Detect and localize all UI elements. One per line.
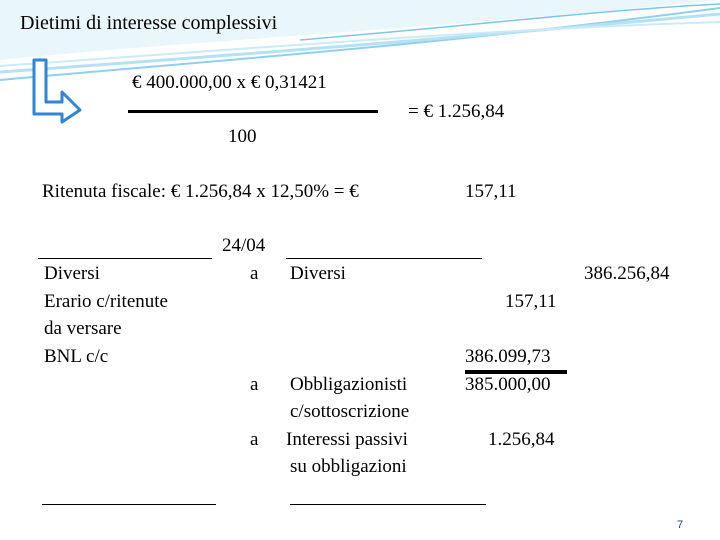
debit-header: Diversi: [44, 263, 100, 284]
fraction-line: [128, 110, 378, 113]
credit-account-obbligazionisti-l2: c/sottoscrizione: [290, 401, 410, 422]
debit-account-bnl: BNL c/c: [44, 346, 109, 367]
journal-top-rule-right: [286, 258, 482, 259]
debit-amount-bnl: 386.099,73: [465, 346, 551, 367]
journal-total: 386.256,84: [584, 263, 670, 284]
credit-amount-obbligazionisti: 385.000,00: [465, 374, 551, 395]
debit-amount-erario: 157,11: [505, 291, 557, 312]
debit-account-erario-l2: da versare: [44, 318, 122, 339]
calc-result: = € 1.256,84: [408, 101, 505, 122]
journal-date: 24/04: [222, 235, 266, 256]
credit-account-interessi-l1: Interessi passivi: [286, 429, 408, 450]
journal-top-rule-left: [38, 258, 212, 259]
credit-account-obbligazionisti-l1: Obbligazionisti: [290, 374, 408, 395]
journal-bottom-rule-right: [290, 504, 486, 505]
slide-title: Dietimi di interesse complessivi: [20, 12, 278, 34]
credit-amount-interessi: 1.256,84: [488, 429, 555, 450]
credit-prefix-interessi: a: [250, 429, 259, 450]
debit-account-erario-l1: Erario c/ritenute: [44, 291, 168, 312]
withholding-formula: Ritenuta fiscale: € 1.256,84 x 12,50% = €: [42, 181, 359, 202]
credit-header: Diversi: [290, 263, 346, 284]
credit-account-interessi-l2: su obbligazioni: [290, 456, 407, 477]
calc-numerator: € 400.000,00 x € 0,31421: [132, 72, 327, 93]
a-label: a: [250, 263, 259, 284]
bent-arrow-icon: [30, 58, 82, 124]
page-number: 7: [677, 519, 684, 531]
calc-denominator: 100: [228, 126, 257, 147]
journal-bottom-rule-left: [42, 504, 216, 505]
credit-prefix-obbligazionisti: a: [250, 374, 259, 395]
withholding-value: 157,11: [465, 181, 517, 202]
